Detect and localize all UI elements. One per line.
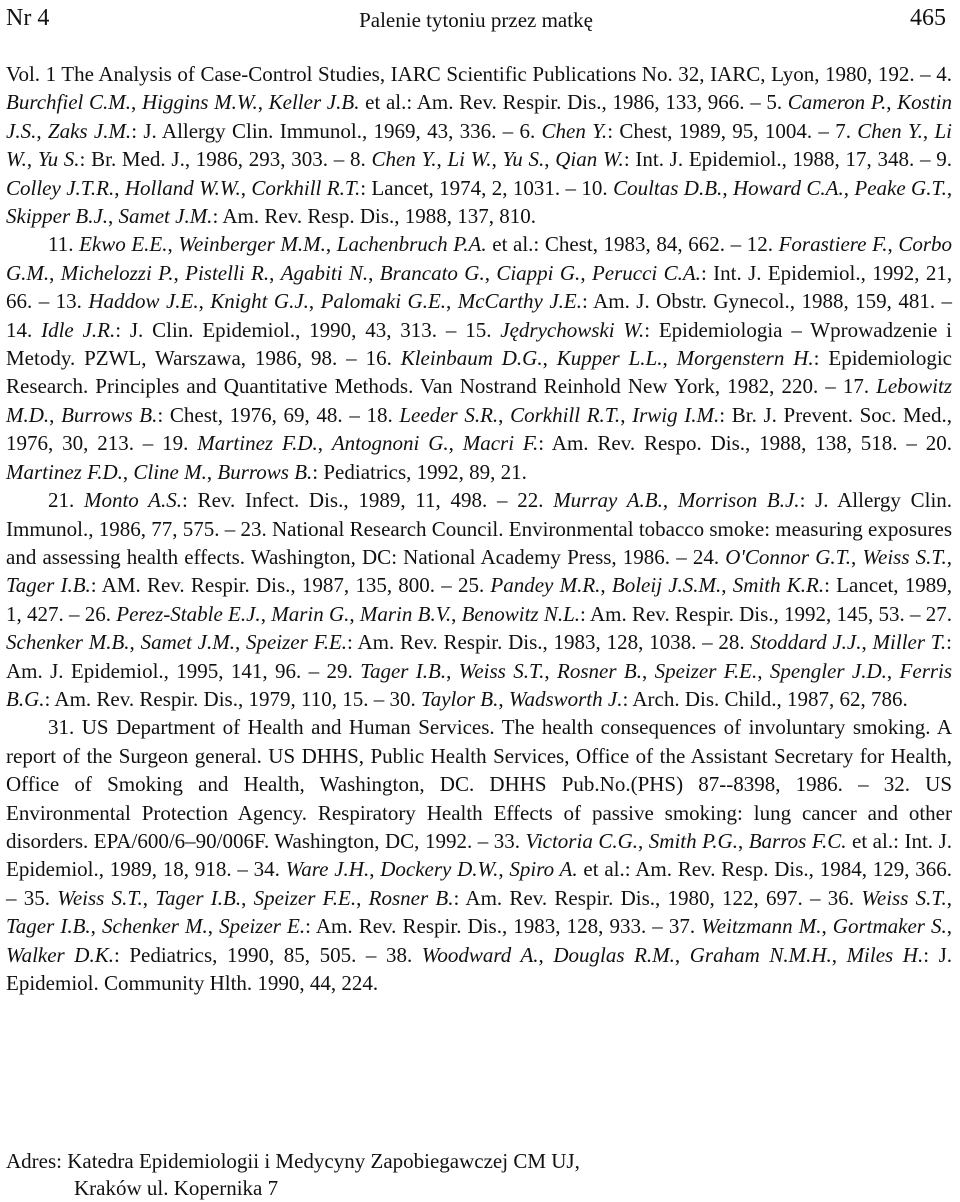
running-title: Palenie tytoniu przez matkę — [359, 8, 593, 32]
reference-list — [6, 60, 952, 997]
reference-paragraph: 21. Monto A.S.: Rev. Infect. Dis., 1989, 11, 498. – 22. Murray A.B., Morrison B.J.: J. Allergy Clin. Immunol., 1986, 77, 575. – 23. National Research Council. Environmental tobacco smoke: measuring exposures and assessing health effects. Washington, DC: National Academy Press, 1986. – 24. O'Connor G.T., Weiss S.T., Tager I.B.: AM. Rev. Respir. Dis., 1987, 135, 800. – 25. Pandey M.R., Boleij J.S.M., Smith K.R.: Lancet, 1989, 1, 427. – 26. Perez-Stable E.J., Marin G., Marin B.V., Benowitz N.L.: Am. Rev. Respir. Dis., 1992, 145, 53. – 27. Schenker M.B., Samet J.M., Speizer F.E.: Am. Rev. Respir. Dis., 1983, 128, 1038. – 28. Stoddard J.J., Miller T.: Am. J. Epidemiol., 1995, 141, 96. – 29. Tager I.B., Weiss S.T., Rosner B., Speizer F.E., Spengler J.D., Ferris B.G.: Am. Rev. Respir. Dis., 1979, 110, 15. – 30. Taylor B., Wadsworth J.: Arch. Dis. Child., 1987, 62, 786. — [6, 488, 953, 711]
issue-number: Nr 4 — [6, 5, 50, 31]
running-header — [6, 4, 946, 40]
page-number: 465 — [910, 5, 946, 31]
address-line: Adres: Katedra Epidemiologii i Medycyny Zapobiegawczej CM UJ, — [6, 1149, 580, 1173]
reference-paragraph: 11. Ekwo E.E., Weinberger M.M., Lachenbruch P.A. et al.: Chest, 1983, 84, 662. – 12. Forastiere F., Corbo G.M., Michelozzi P., Pistelli R., Agabiti N., Brancato G., Ciappi G., Perucci C.A.: Int. J. Epidemiol., 1992, 21, 66. – 13. Haddow J.E., Knight G.J., Palomaki G.E., McCarthy J.E.: Am. J. Obstr. Gynecol., 1988, 159, 481. – 14. Idle J.R.: J. Clin. Epidemiol., 1990, 43, 313. – 15. Jędrychowski W.: Epidemiologia – Wprowadzenie i Metody. PZWL, Warszawa, 1986, 98. – 16. Kleinbaum D.G., Kupper L.L., Morgenstern H.: Epidemiologic Research. Principles and Quantitative Methods. Van Nostrand Reinhold New York, 1982, 220. – 17. Lebowitz M.D., Burrows B.: Chest, 1976, 69, 48. – 18. Leeder S.R., Corkhill R.T., Irwig I.M.: Br. J. Prevent. Soc. Med., 1976, 30, 213. – 19. Martinez F.D., Antognoni G., Macri F.: Am. Rev. Respo. Dis., 1988, 138, 518. – 20. Martinez F.D., Cline M., Burrows B.: Pediatrics, 1992, 89, 21. — [6, 232, 953, 484]
reference-paragraph: Vol. 1 The Analysis of Case-Control Studies, IARC Scientific Publications No. 32, IARC, Lyon, 1980, 192. – 4. Burchfiel C.M., Higgins M.W., Keller J.B. et al.: Am. Rev. Respir. Dis., 1986, 133, 966. – 5. Cameron P., Kostin J.S., Zaks J.M.: J. Allergy Clin. Immunol., 1969, 43, 336. – 6. Chen Y.: Chest, 1989, 95, 1004. – 7. Chen Y., Li W., Yu S.: Br. Med. J., 1986, 293, 303. – 8. Chen Y., Li W., Yu S., Qian W.: Int. J. Epidemiol., 1988, 17, 348. – 9. Colley J.T.R., Holland W.W., Corkhill R.T.: Lancet, 1974, 2, 1031. – 10. Coultas D.B., Howard C.A., Peake G.T., Skipper B.J., Samet J.M.: Am. Rev. Resp. Dis., 1988, 137, 810. — [6, 62, 953, 229]
address-line: Kraków ul. Kopernika 7 — [74, 1176, 279, 1200]
reference-paragraph: 31. US Department of Health and Human Services. The health consequences of involuntary smoking. A report of the Surgeon general. US DHHS, Public Health Services, Office of the Assistant Secretary for Health, Office of Smoking and Health, Washington, DC. DHHS Pub.No.(PHS) 87--8398, 1986. – 32. US Environmental Protection Agency. Respiratory Health Effects of passive smoking: lung cancer and other disorders. EPA/600/6–90/006F. Washington, DC, 1992. – 33. Victoria C.G., Smith P.G., Barros F.C. et al.: Int. J. Epidemiol., 1989, 18, 918. – 34. Ware J.H., Dockery D.W., Spiro A. et al.: Am. Rev. Resp. Dis., 1984, 129, 366. – 35. Weiss S.T., Tager I.B., Speizer F.E., Rosner B.: Am. Rev. Respir. Dis., 1980, 122, 697. – 36. Weiss S.T., Tager I.B., Schenker M., Speizer E.: Am. Rev. Respir. Dis., 1983, 128, 933. – 37. Weitzmann M., Gortmaker S., Walker D.K.: Pediatrics, 1990, 85, 505. – 38. Woodward A., Douglas R.M., Graham N.M.H., Miles H.: J. Epidemiol. Community Hlth. 1990, 44, 224. — [6, 715, 953, 995]
author-address — [6, 1148, 952, 1202]
